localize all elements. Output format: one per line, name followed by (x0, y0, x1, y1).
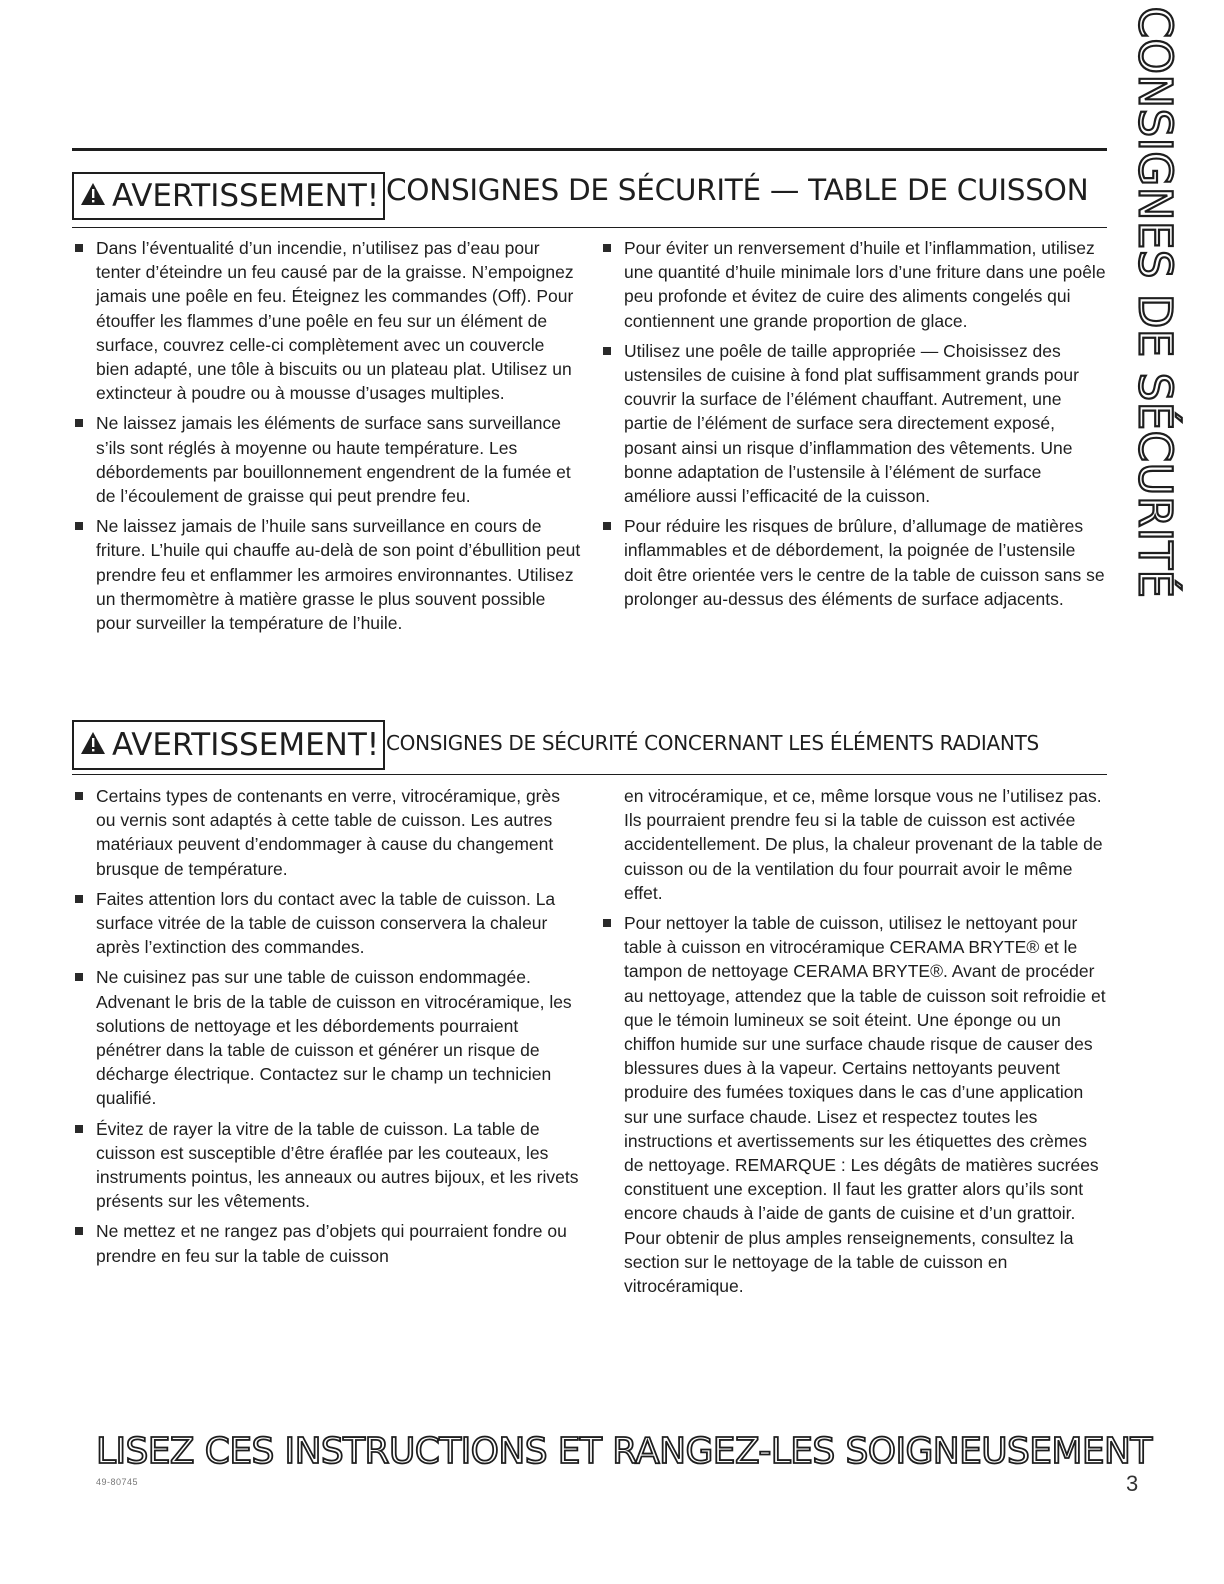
section2-left-item: Évitez de rayer la vitre de la table de cuisson. La table de cuisson est susceptible d’être éraflée par les couteaux, les instruments pointus, les anneaux ou autres bijoux, et les rivets présents sur les vêtements. (72, 1117, 582, 1214)
section1-top-rule (72, 148, 1107, 151)
footer-title: LISEZ CES INSTRUCTIONS ET RANGEZ-LES SOIGNEUSEMENT (96, 1431, 1152, 1472)
section1-left-column (72, 236, 582, 641)
document-number: 49-80745 (96, 1477, 139, 1487)
section2-right-continuation: en vitrocéramique, et ce, même lorsque vous ne l’utilisez pas. Ils pourraient prendre feu si la table de cuisson est activée accidentellement. De plus, la chaleur provenant de la table de cuisson ou de la ventilation du four pourrait avoir le même effet. (624, 786, 1103, 903)
section1-left-item: Dans l’éventualité d’un incendie, n’utilisez pas d’eau pour tenter d’éteindre un feu causé par de la graisse. N’empoignez jamais une poêle en feu. Éteignez les commandes (Off). Pour étouffer les flammes d’une poêle en feu sur un élément de surface, couvrez celle-ci complètement avec un couvercle bien adapté, une tôle à biscuits ou un plateau plat. Utilisez un extincteur à poudre ou à mousse d’usages multiples. (72, 236, 582, 405)
warning-triangle-icon (80, 727, 106, 763)
section1-right-item: Pour éviter un renversement d’huile et l’inflammation, utilisez une quantité d’huile minimale lors d’une friture dans une poêle peu profonde et évitez de cuire des aliments congelés qui contiennent une grande proportion de glace. (600, 236, 1108, 333)
section1-title-rule (72, 227, 1107, 228)
section1-right-item: Pour réduire les risques de brûlure, d’allumage de matières inflammables et de débordement, la poignée de l’ustensile doit être orientée vers le centre de la table de cuisson sans se prolonger au-dessus des éléments de surface adjacents. (600, 514, 1108, 611)
section1-right-item: Utilisez une poêle de taille appropriée — Choisissez des ustensiles de cuisine à fond plat suffisamment grands pour couvrir la surface de l’élément chauffant. Autrement, une partie de l’élément de surface sera directement exposé, posant ainsi un risque d’inflammation des vêtements. Une bonne adaptation de l’ustensile à l’élément de surface améliore aussi l’efficacité de la cuisson. (600, 339, 1108, 508)
section2-right-column (600, 784, 1108, 1304)
section1-title: CONSIGNES DE SÉCURITÉ — TABLE DE CUISSON (386, 173, 1089, 207)
side-tab-title (1100, 6, 1210, 598)
section1-warning-label: AVERTISSEMENT! (112, 178, 380, 214)
section2-left-item: Ne cuisinez pas sur une table de cuisson endommagée. Advenant le bris de la table de cuisson en vitrocéramique, les solutions de nettoyage et les débordements pourraient pénétrer dans la table de cuisson et générer un risque de décharge électrique. Contactez sur le champ un technicien qualifié. (72, 965, 582, 1110)
section1-warning-box (72, 172, 385, 220)
section2-right-item: Pour nettoyer la table de cuisson, utilisez le nettoyant pour table à cuisson en vitrocéramique CERAMA BRYTE® et le tampon de nettoyage CERAMA BRYTE®. Avant de procéder au nettoyage, attendez que la table de cuisson soit refroidie et que le témoin lumineux se soit éteint. Une éponge ou un chiffon humide sur une surface chaude risque de causer des blessures dues à la vapeur. Certains nettoyants peuvent produire des fumées toxiques dans le cas d’une application sur une surface chaude. Lisez et respectez toutes les instructions et avertissements sur les étiquettes des crèmes de nettoyage. REMARQUE : Les dégâts de matières sucrées constituent une exception. Il faut les gratter alors qu’ils sont encore chauds à l’aide de gants de cuisine et d’un grattoir. Pour obtenir de plus amples renseignements, consultez la section sur le nettoyage de la table de cuisson en vitrocéramique. (600, 911, 1108, 1298)
warning-triangle-icon (80, 178, 106, 214)
section2-left-item: Certains types de contenants en verre, vitrocéramique, grès ou vernis sont adaptés à cette table de cuisson. Les autres matériaux peuvent d’endommager à cause du changement brusque de température. (72, 784, 582, 881)
section2-left-item: Faites attention lors du contact avec la table de cuisson. La surface vitrée de la table de cuisson conservera la chaleur après l’extinction des commandes. (72, 887, 582, 960)
section1-left-item: Ne laissez jamais les éléments de surface sans surveillance s’ils sont réglés à moyenne ou haute température. Les débordements par bouillonnement engendrent de la fumée et de l’écoulement de graisse qui peut prendre feu. (72, 411, 582, 508)
section2-left-column (72, 784, 582, 1274)
section1-right-column (600, 236, 1108, 617)
section1-left-item: Ne laissez jamais de l’huile sans surveillance en cours de friture. L’huile qui chauffe au-delà de son point d’ébullition peut prendre feu et enflammer les armoires environnantes. Utilisez un thermomètre à matière grasse le plus souvent possible pour surveiller la température de l’huile. (72, 514, 582, 635)
section2-warning-box (72, 720, 385, 770)
section2-title: CONSIGNES DE SÉCURITÉ CONCERNANT LES ÉLÉMENTS RADIANTS (386, 731, 1039, 755)
section2-title-rule (72, 774, 1107, 775)
section2-left-item: Ne mettez et ne rangez pas d’objets qui pourraient fondre ou prendre en feu sur la table de cuisson (72, 1219, 582, 1267)
page-number: 3 (1126, 1471, 1139, 1496)
side-tab-label: CONSIGNES DE SÉCURITÉ (1128, 6, 1182, 598)
section2-warning-label: AVERTISSEMENT! (112, 727, 380, 763)
